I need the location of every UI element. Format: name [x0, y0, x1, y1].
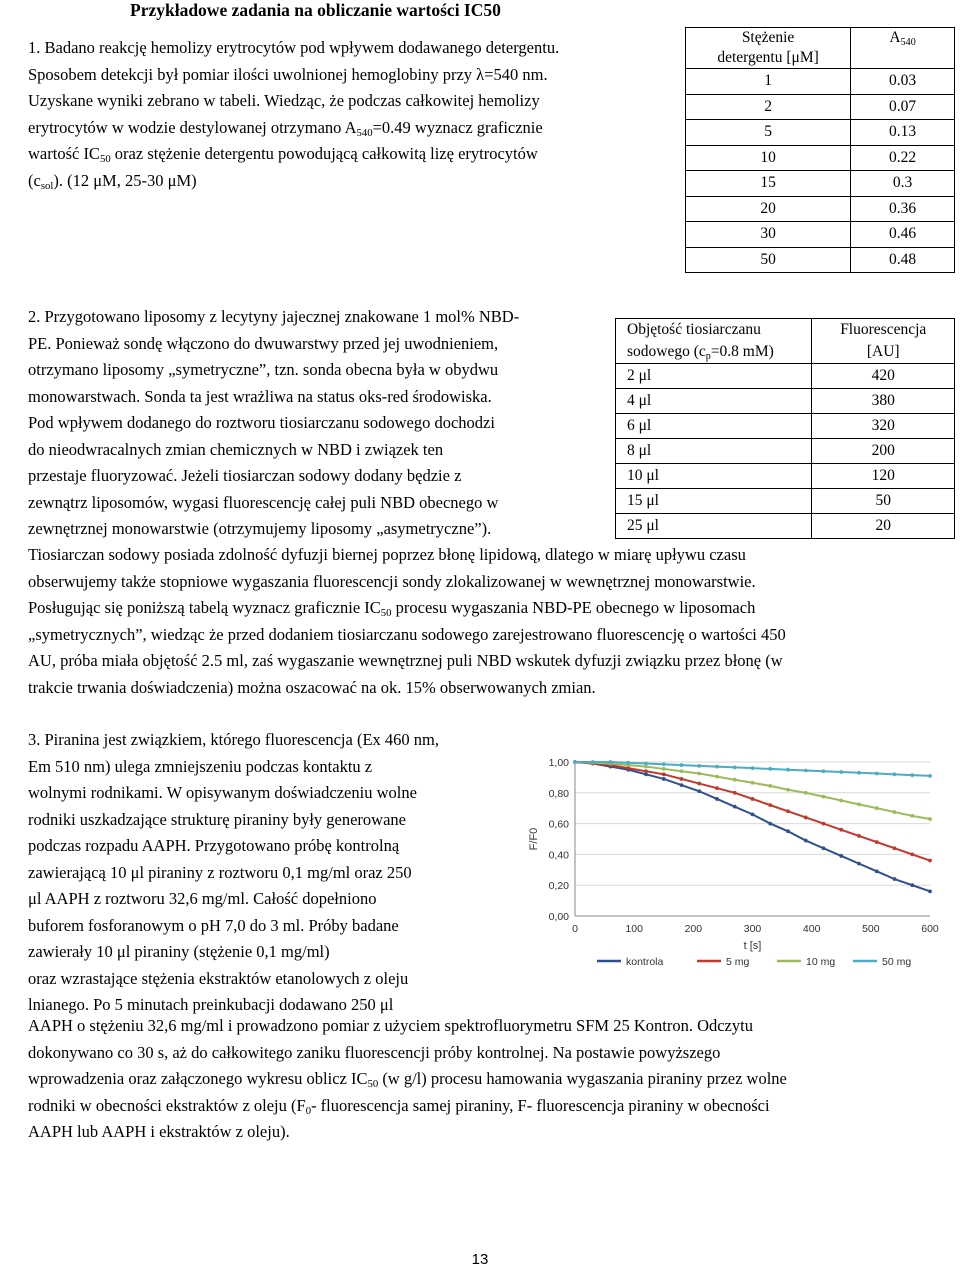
data-point — [910, 883, 914, 887]
task2-text-left — [28, 304, 603, 543]
task2-line: monowarstwach. Sonda ta jest wrażliwa na status oks-red środowiska. — [28, 386, 492, 406]
task1-table — [685, 27, 955, 273]
table-cell: 0.22 — [851, 145, 955, 171]
data-point — [680, 763, 684, 767]
task3-line: zawierającą 10 μl piraniny z roztworu 0,1 mg/ml oraz 250 — [28, 862, 412, 882]
table-cell: 20 — [686, 196, 851, 222]
task1-line: Sposobem detekcji był pomiar ilości uwolnionej hemoglobiny przy λ=540 nm. — [28, 64, 548, 84]
task2-line: Posługując się poniższą tabelą wyznacz graficznie $IC_{50}$ procesu wygaszania NBD-PE obecnego w liposomach — [28, 598, 756, 619]
table-row — [616, 389, 955, 414]
table-cell: 15 μl — [616, 489, 812, 514]
table-header-absorbance: $A_{540}$ — [851, 28, 955, 69]
data-point — [609, 760, 613, 764]
data-point — [857, 771, 861, 775]
data-point — [928, 774, 932, 778]
table-row — [686, 120, 955, 146]
table-cell: 0.03 — [851, 69, 955, 95]
data-point — [857, 802, 861, 806]
table-cell: 25 μl — [616, 514, 812, 539]
task2-line: AU, próba miała objętość 2.5 ml, zaś wygaszanie wewnętrznej puli NBD wskutek dyfuzji związku przez błonę (w — [28, 651, 783, 670]
task2-line: otrzymano liposomy „symetryczne”, tzn. sonda obecna była w obydwu — [28, 360, 499, 379]
task1-text — [28, 35, 673, 194]
data-point — [715, 775, 719, 779]
task3-line: wolnymi rodnikami. W opisywanym doświadczeniu wolne — [28, 783, 417, 802]
data-point — [573, 760, 577, 764]
table-cell: 380 — [812, 389, 955, 414]
task3-line: AAPH o stężeniu 32,6 mg/ml i prowadzono pomiar z użyciem spektrofluorymetru SFM 25 Kontron. Odczytu — [28, 1016, 753, 1035]
table-cell: 0.07 — [851, 94, 955, 120]
data-point — [839, 828, 843, 832]
data-point — [822, 846, 826, 850]
y-axis-label: F/F0 — [528, 827, 540, 851]
task2-table — [615, 318, 955, 539]
series-line — [575, 762, 930, 861]
table-cell: 0.36 — [851, 196, 955, 222]
table-row — [616, 364, 955, 389]
task3-line: μl AAPH z roztworu 32,6 mg/ml. Całość dopełniono — [28, 889, 377, 908]
data-point — [786, 829, 790, 833]
data-point — [591, 760, 595, 764]
data-point — [839, 854, 843, 858]
task3-line: podczas rozpadu AAPH. Przygotowano próbę kontrolną — [28, 836, 400, 855]
data-point — [875, 869, 879, 873]
data-point — [804, 839, 808, 843]
data-point — [875, 772, 879, 776]
table-cell: 6 μl — [616, 414, 812, 439]
data-point — [893, 772, 897, 776]
data-point — [697, 772, 701, 776]
task3-line: wprowadzenia oraz załączonego wykresu oblicz $IC_{50}$ (w g/l) procesu hamowania wygaszania piraniny przez wolne — [28, 1069, 787, 1090]
data-point — [680, 769, 684, 773]
data-point — [662, 777, 666, 781]
data-point — [768, 767, 772, 771]
data-point — [893, 810, 897, 814]
y-tick-label: 0,20 — [548, 880, 569, 893]
task1-line: $(c_{sol})$. (12 μM, 25-30 μM) — [28, 170, 197, 192]
data-point — [680, 777, 684, 781]
data-point — [786, 768, 790, 772]
data-point — [733, 805, 737, 809]
task3-line: AAPH lub AAPH i ekstraktów z oleju). — [28, 1122, 290, 1141]
x-tick-label: 500 — [862, 923, 880, 935]
table-cell: 50 — [686, 247, 851, 273]
task2-line: zewnętrznej monowarstwie (otrzymujemy liposomy „asymetryczne”). — [28, 519, 492, 538]
table-cell: 200 — [812, 439, 955, 464]
task3-text-left — [28, 727, 506, 1019]
legend-label: 50 mg — [882, 956, 912, 968]
table-cell: 0.3 — [851, 171, 955, 197]
data-point — [804, 769, 808, 773]
table-cell: 0.46 — [851, 222, 955, 248]
table-cell: 10 — [686, 145, 851, 171]
data-point — [910, 853, 914, 857]
data-point — [875, 840, 879, 844]
task3-line: rodniki uszkadzające strukturę piraniny były generowane — [28, 809, 406, 829]
table-cell: 30 — [686, 222, 851, 248]
data-point — [910, 814, 914, 818]
table-row — [616, 514, 955, 539]
task2-line: do nieodwracalnych zmian chemicznych w NBD i związek ten — [28, 439, 444, 459]
table-cell: 0.13 — [851, 120, 955, 146]
data-point — [875, 806, 879, 810]
task3-line: rodniki w obecności ekstraktów z oleju ($F_0-$ fluorescencja samej piraniny, F- fluorescencja piraniny w obecności — [28, 1095, 770, 1117]
task1-line: Uzyskane wyniki zebrano w tabeli. Wiedząc, że podczas całkowitej hemolizy — [28, 91, 540, 110]
data-point — [893, 846, 897, 850]
data-point — [928, 859, 932, 863]
data-point — [715, 765, 719, 769]
task3-line: oraz wzrastające stężenia ekstraktów etanolowych z oleju — [28, 968, 409, 988]
table-cell: 2 — [686, 94, 851, 120]
task2-line: Tiosiarczan sodowy posiada zdolność dyfuzji biernej poprzez błonę lipidową, dlatego w miarę upływu czasu — [28, 545, 746, 564]
data-point — [751, 797, 755, 801]
task3-text-full — [28, 1013, 946, 1146]
data-point — [662, 772, 666, 776]
table-cell: 50 — [812, 489, 955, 514]
task2-line: obserwujemy także stopniowe wygaszania fluorescencji sondy zlokalizowanej w wewnętrznej monowarstwie. — [28, 571, 756, 591]
task2-line: trakcie trwania doświadczenia) można oszacować na ok. 15% obserwowanych zmian. — [28, 677, 596, 697]
table-cell: 4 μl — [616, 389, 812, 414]
data-point — [928, 817, 932, 821]
fluorescence-chart — [515, 738, 955, 974]
data-point — [733, 765, 737, 769]
data-point — [751, 812, 755, 816]
y-tick-label: 0,00 — [548, 911, 569, 923]
data-point — [768, 784, 772, 788]
task2-line: „symetrycznych”, wiedząc że przed dodaniem tiosiarczanu sodowego zarejestrowano fluorescencję o wartości 450 — [28, 624, 786, 644]
legend-label: 5 mg — [726, 956, 750, 968]
data-point — [768, 822, 772, 826]
table-row — [616, 489, 955, 514]
table-cell: 120 — [812, 464, 955, 489]
data-point — [644, 769, 648, 773]
table-cell: 15 — [686, 171, 851, 197]
task2-line: 2. Przygotowano liposomy z lecytyny jajecznej znakowane 1 mol% NBD- — [28, 307, 520, 326]
x-tick-label: 0 — [572, 923, 578, 935]
data-point — [751, 781, 755, 785]
y-tick-label: 0,80 — [548, 787, 569, 800]
table-row — [686, 145, 955, 171]
task2-line: przestaje fluoryzować. Jeżeli tiosiarczan sodowy dodany będzie z — [28, 466, 462, 485]
data-point — [697, 789, 701, 793]
legend-label: kontrola — [626, 956, 664, 968]
data-point — [857, 834, 861, 838]
data-point — [786, 809, 790, 813]
table-cell: 320 — [812, 414, 955, 439]
task3-line: buforem fosforanowym o pH 7,0 do 3 ml. Próby badane — [28, 915, 399, 935]
table-header-volume: Objętość tiosiarczanu sodowego ($c_p=0.8$ mM) — [616, 319, 812, 364]
task1-line: 1. Badano reakcję hemolizy erytrocytów pod wpływem dodawanego detergentu. — [28, 38, 560, 57]
data-point — [715, 797, 719, 801]
y-tick-label: 0,40 — [548, 849, 569, 862]
table-row — [686, 171, 955, 197]
table-cell: 20 — [812, 514, 955, 539]
table-row — [686, 94, 955, 120]
y-tick-label: 1,00 — [548, 757, 569, 769]
data-point — [697, 782, 701, 786]
table-row — [686, 247, 955, 273]
table-cell: 10 μl — [616, 464, 812, 489]
table-cell: 0.48 — [851, 247, 955, 273]
table-row — [686, 69, 955, 95]
task2-line: zewnątrz liposomów, wygasi fluorescencję całej puli NBD obecnego w — [28, 492, 499, 512]
legend-label: 10 mg — [806, 956, 836, 968]
data-point — [697, 764, 701, 768]
x-tick-label: 300 — [743, 923, 762, 935]
x-tick-label: 600 — [921, 923, 939, 935]
table-header-concentration: Stężenie detergentu [μM] — [686, 28, 851, 69]
table-row — [686, 222, 955, 248]
data-point — [928, 889, 932, 893]
table-cell: 8 μl — [616, 439, 812, 464]
data-point — [804, 791, 808, 795]
data-point — [822, 822, 826, 826]
data-point — [893, 877, 897, 881]
data-point — [733, 791, 737, 795]
data-point — [786, 788, 790, 792]
task3-line: Em 510 nm) ulega zmniejszeniu podczas kontaktu z — [28, 756, 373, 776]
table-cell: 420 — [812, 364, 955, 389]
data-point — [644, 762, 648, 766]
task3-line: 3. Piranina jest związkiem, którego fluorescencja (Ex 460 nm, — [28, 730, 439, 749]
data-point — [910, 773, 914, 777]
task2-line: Pod wpływem dodanego do roztworu tiosiarczanu sodowego dochodzi — [28, 413, 495, 432]
table-row — [616, 439, 955, 464]
x-tick-label: 100 — [625, 923, 643, 935]
y-tick-label: 0,60 — [548, 818, 569, 831]
data-point — [768, 803, 772, 807]
page-number: 13 — [471, 1251, 489, 1268]
task1-line: erytrocytów w wodzie destylowanej otrzymano $A_{540}=0.49$ wyznacz graficznie — [28, 117, 543, 139]
data-point — [662, 767, 666, 771]
data-point — [839, 770, 843, 774]
table-header-fluorescence: Fluorescencja [AU] — [812, 319, 955, 364]
x-tick-label: 400 — [802, 923, 821, 935]
table-cell: 5 — [686, 120, 851, 146]
task3-line: dokonywano co 30 s, aż do całkowitego zaniku fluorescencji próby kontrolnej. Na postawie powyższego — [28, 1042, 721, 1062]
task2-line: PE. Ponieważ sondę włączono do dwuwarstwy przed jej uwodnieniem, — [28, 333, 499, 353]
data-point — [839, 799, 843, 803]
data-point — [626, 761, 630, 765]
data-point — [662, 762, 666, 766]
table-cell: 1 — [686, 69, 851, 95]
table-cell: 2 μl — [616, 364, 812, 389]
table-row — [686, 196, 955, 222]
data-point — [804, 816, 808, 820]
task2-text-full — [28, 542, 946, 701]
data-point — [733, 778, 737, 782]
task3-line: zawierały 10 μl piraniny (stężenie 0,1 mg/ml) — [28, 942, 330, 961]
x-tick-label: 200 — [684, 923, 703, 935]
data-point — [680, 783, 684, 787]
data-point — [751, 766, 755, 770]
data-point — [857, 862, 861, 866]
task3-line: lnianego. Po 5 minutach preinkubacji dodawano 250 μl — [28, 995, 394, 1014]
page-heading: Przykładowe zadania na obliczanie wartości IC50 — [130, 0, 501, 20]
x-axis-label: t [s] — [743, 940, 762, 952]
table-row — [616, 414, 955, 439]
table-row — [616, 464, 955, 489]
data-point — [822, 795, 826, 799]
data-point — [822, 769, 826, 773]
data-point — [715, 786, 719, 790]
task1-line: wartość $IC_{50}$ oraz stężenie detergentu powodującą całkowitą lizę erytrocytów — [28, 144, 538, 165]
